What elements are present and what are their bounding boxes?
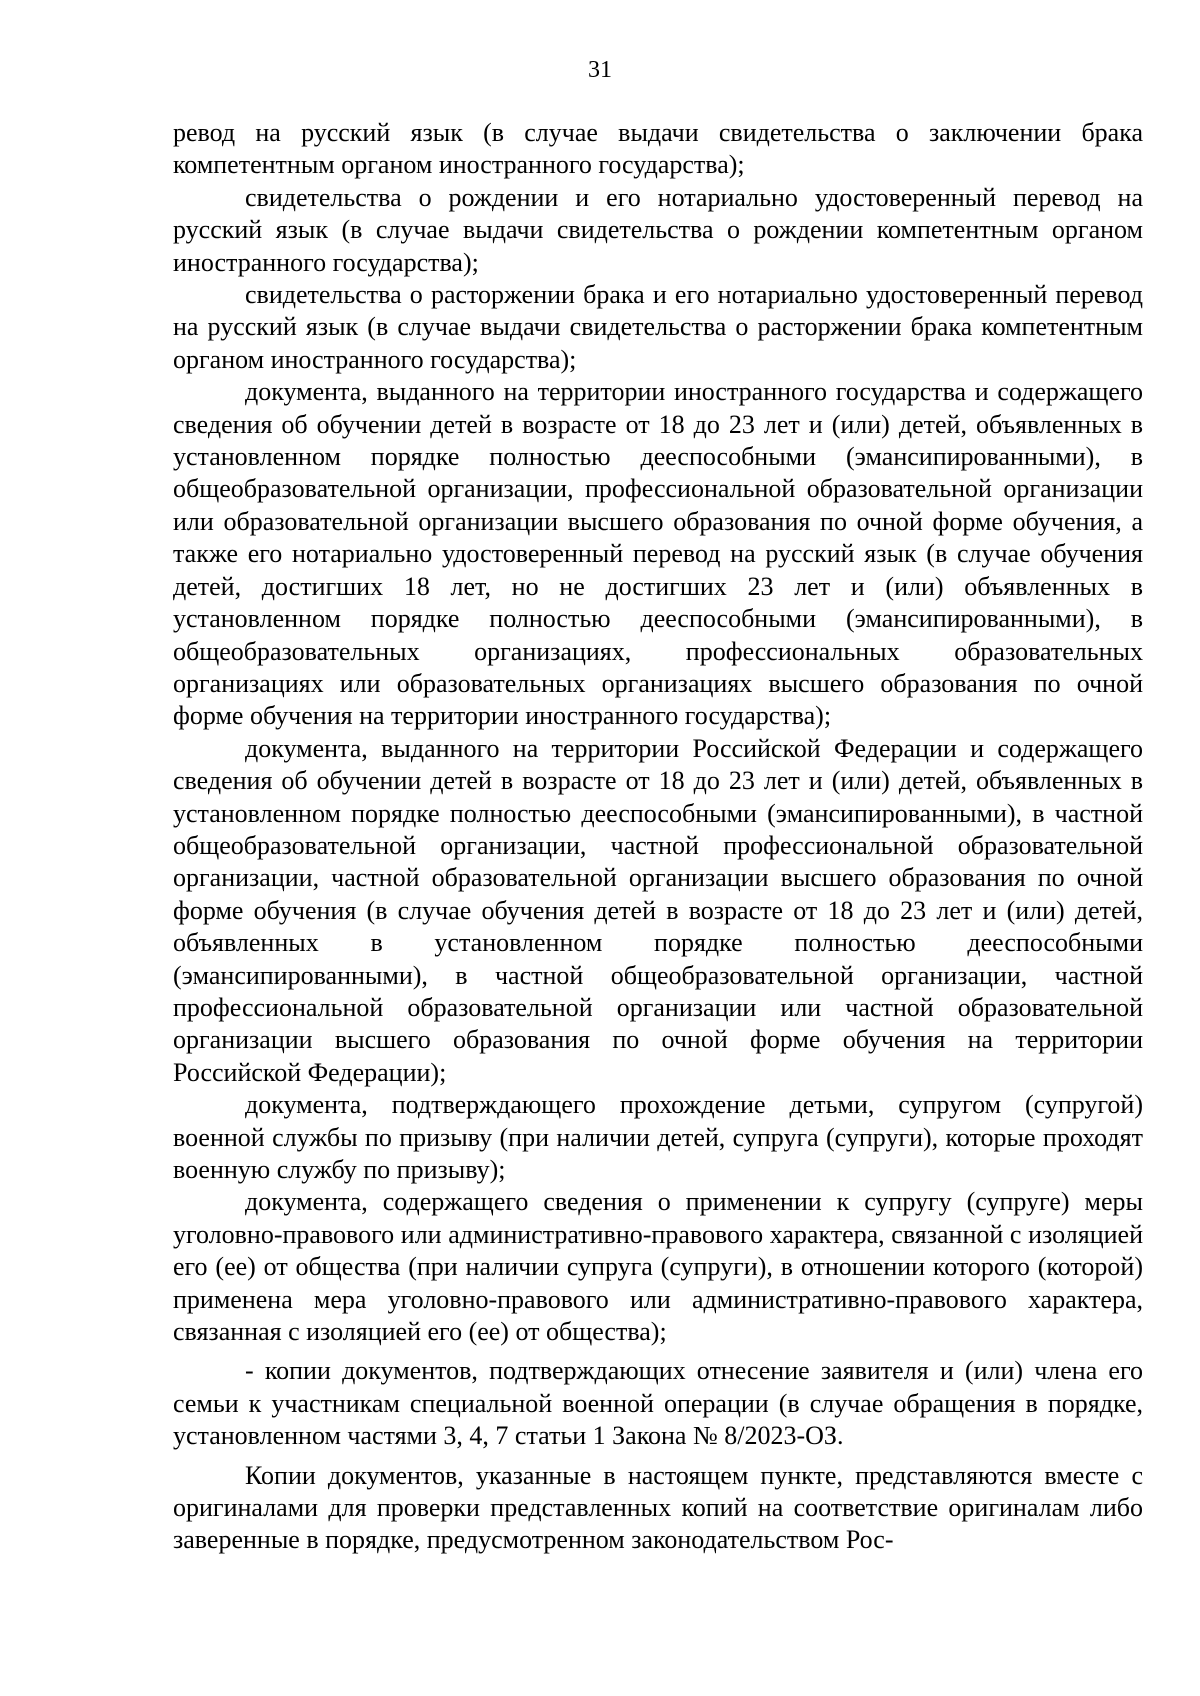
paragraph-copies-note: Копии документов, указанные в настоящем пункте, представляются вместе с оригиналами для проверки представленных копий на соответствие оригиналам либо заверенные в порядке, предусмотренном законодательством Рос- — [173, 1460, 1143, 1555]
page-number: 31 — [588, 57, 612, 83]
paragraph-birth-certificate: свидетельства о рождении и его нотариально удостоверенный перевод на русский язык (в случае выдачи свидетельства о рождении компетентным органом иностранного государства); — [173, 182, 1143, 277]
paragraph-military-service-document: документа, подтверждающего прохождение детьми, супругом (супругой) военной службы по призыву (при наличии детей, супруга (супруги), которые проходят военную службу по призыву); — [173, 1090, 1143, 1184]
paragraph-svo-participant-copies: - копии документов, подтверждающих отнесение заявителя и (или) члена его семьи к участникам специальной военной операции (в случае обращения в порядке, установленном частями 3, 4, 7 статьи 1 Закона № 8/2023-ОЗ. — [173, 1356, 1143, 1451]
paragraph-isolation-document: документа, содержащего сведения о применении к супругу (супруге) меры уголовно-правового или административно-правового характера, связанной с изоляцией его (ее) от общества (при наличии супруга (супруги), в отношении которого (которой) применена мера уголовно-правового или административно-правового характера, связанная с изоляцией его (ее) от общества); — [173, 1187, 1143, 1347]
paragraph-continuation: ревод на русский язык (в случае выдачи свидетельства о заключении брака компетентным органом иностранного государства); — [173, 118, 1143, 180]
document-body — [173, 117, 1143, 1557]
paragraph-divorce-certificate: свидетельства о расторжении брака и его нотариально удостоверенный перевод на русский язык (в случае выдачи свидетельства о расторжении брака компетентным органом иностранного государства); — [173, 280, 1143, 374]
paragraph-foreign-education-document: документа, выданного на территории иностранного государства и содержащего сведения об обучении детей в возрасте от 18 до 23 лет и (или) детей, объявленных в установленном порядке полностью дееспособными (эмансипированными), в общеобразовательной организации, профессиональной образовательной организации или образовательной организации высшего образования по очной форме обучения, а также его нотариально удостоверенный перевод на русский язык (в случае обучения детей, достигших 18 лет, но не достигших 23 лет и (или) объявленных в установленном порядке полностью дееспособными (эмансипированными), в общеобразовательных организациях, профессиональных образовательных организациях или образовательных организациях высшего образования по очной форме обучения на территории иностранного государства); — [173, 377, 1143, 731]
paragraph-russian-education-document: документа, выданного на территории Российской Федерации и содержащего сведения об обучении детей в возрасте от 18 до 23 лет и (или) детей, объявленных в установленном порядке полностью дееспособными (эмансипированными), в частной общеобразовательной организации, частной профессиональной образовательной организации, частной образовательной организации высшего образования по очной форме обучения (в случае обучения детей в возрасте от 18 до 23 лет и (или) детей, объявленных в установленном порядке полностью дееспособными (эмансипированными), в частной общеобразовательной организации, частной профессиональной образовательной организации или частной образовательной организации высшего образования по очной форме обучения на территории Российской Федерации); — [173, 733, 1143, 1087]
